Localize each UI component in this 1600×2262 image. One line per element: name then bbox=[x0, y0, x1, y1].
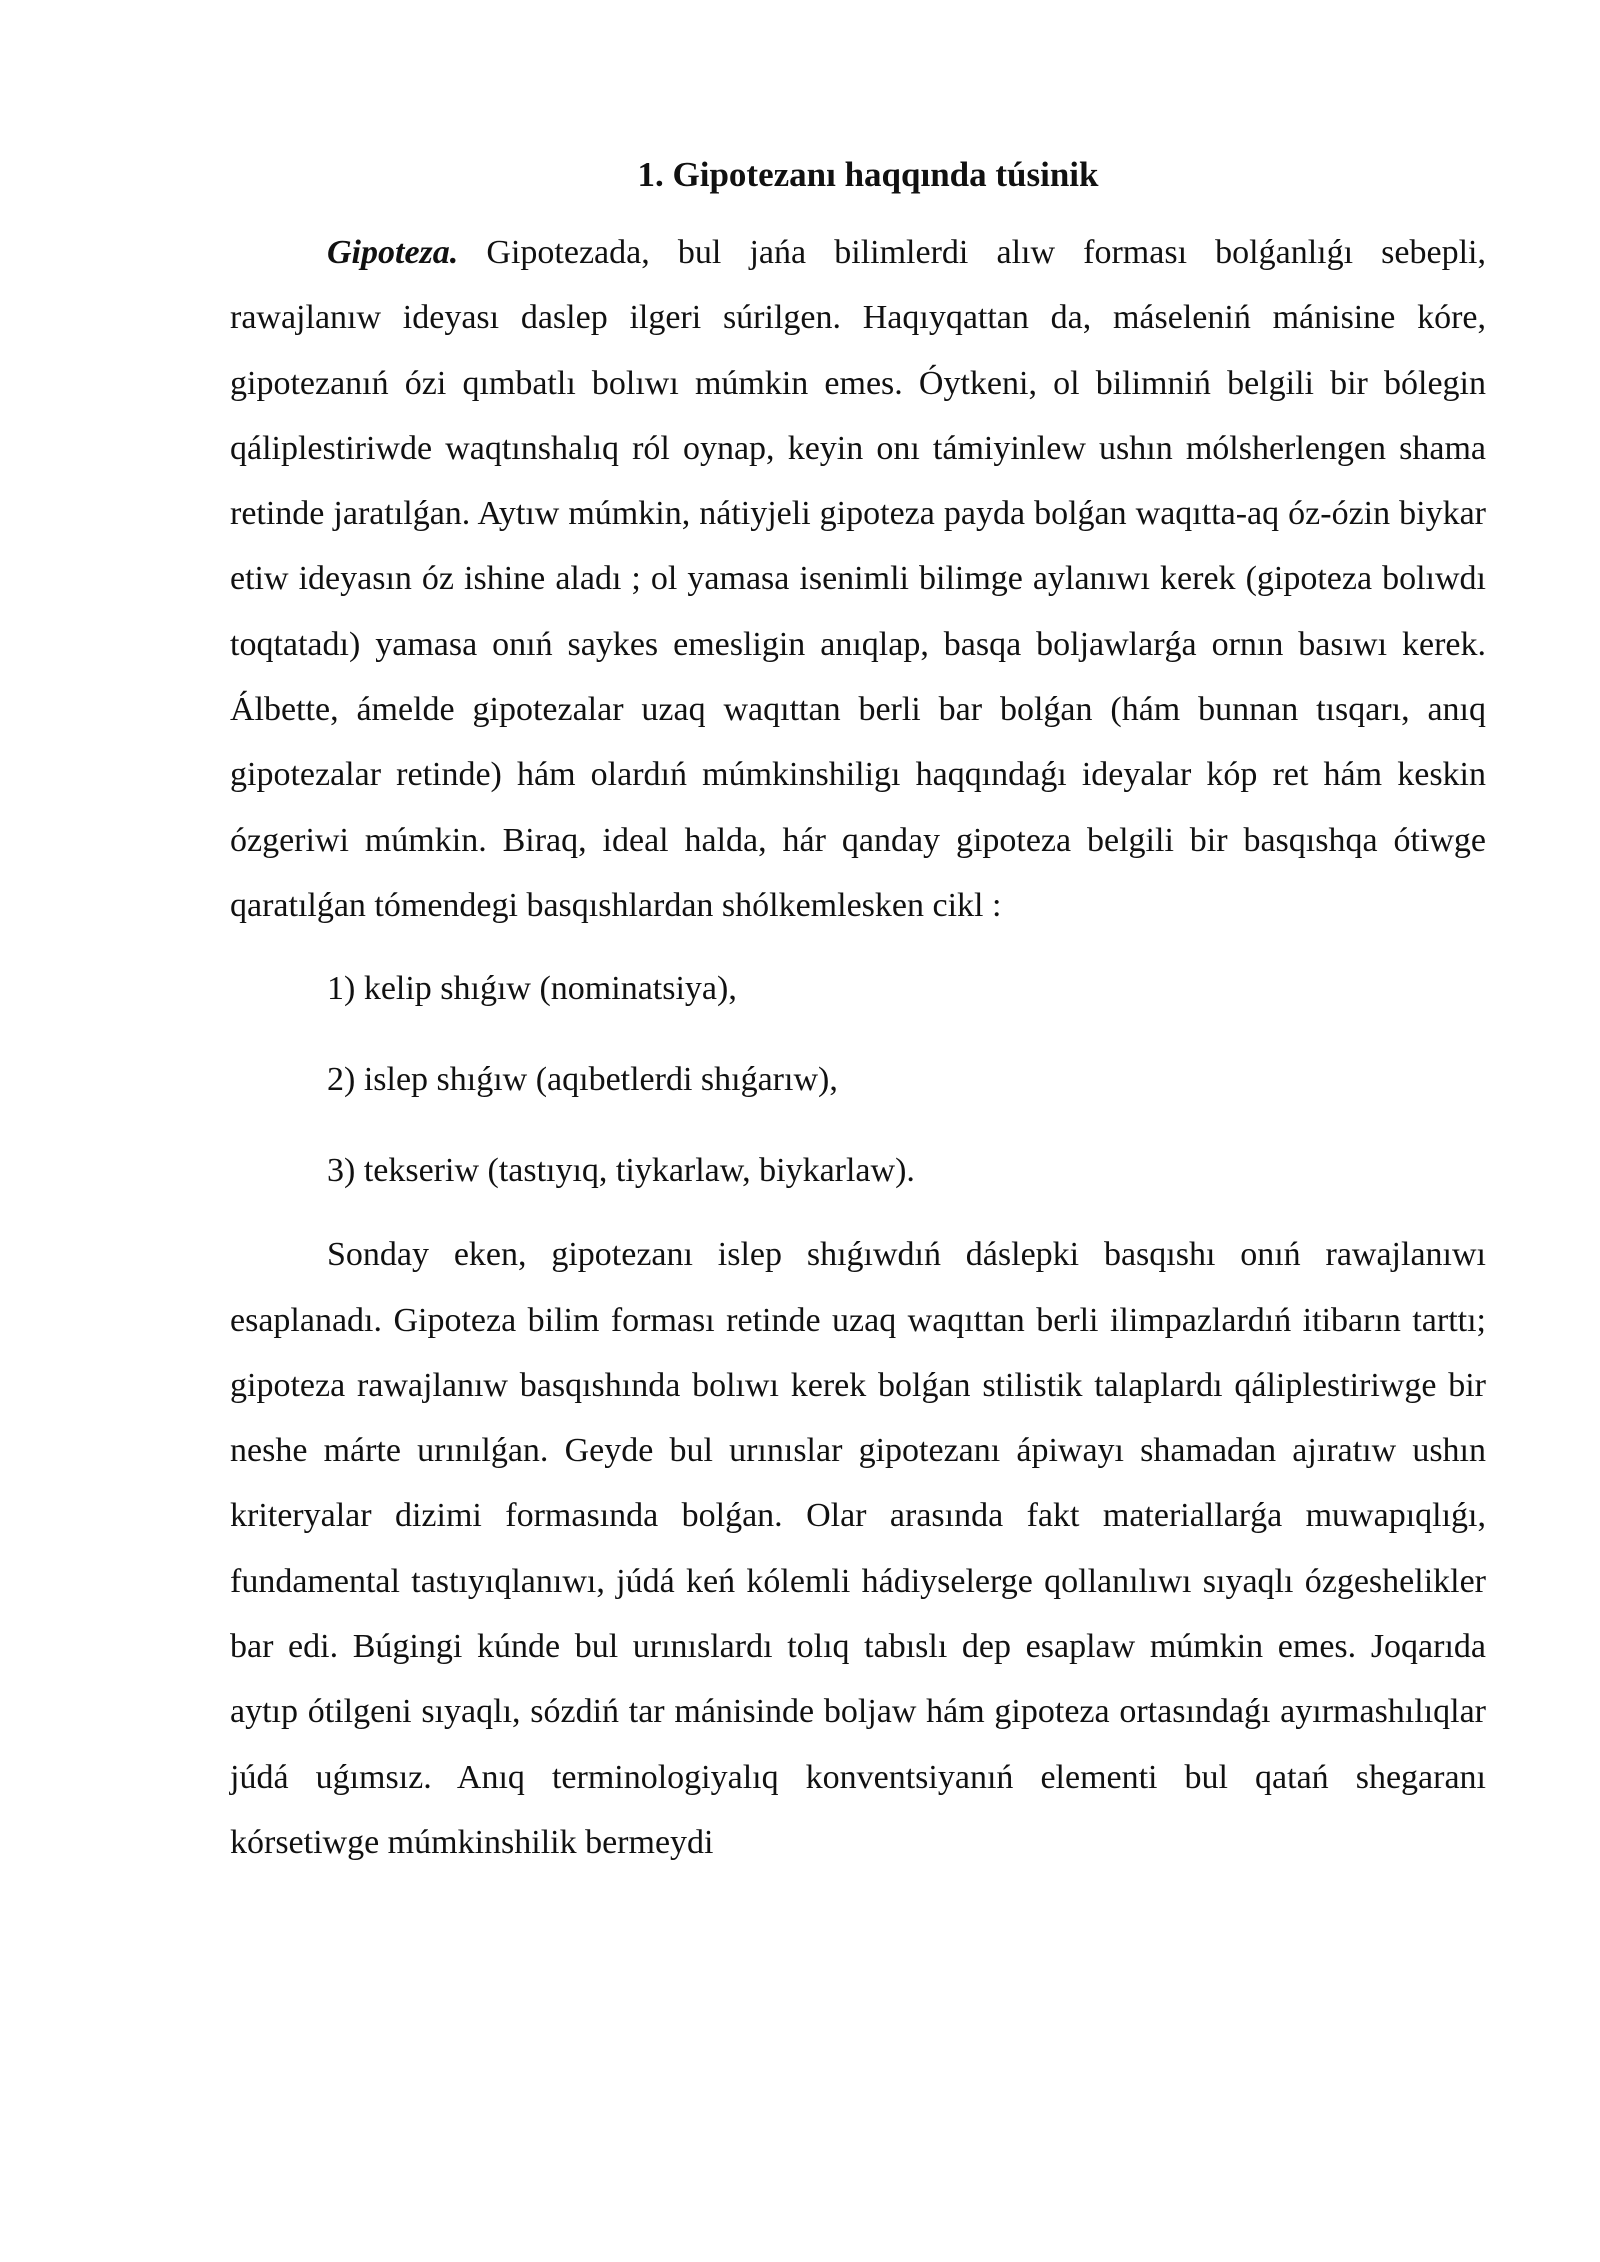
paragraph-intro bbox=[230, 220, 1486, 938]
list-item: 2) islep shıǵıw (aqıbetlerdi shıǵarıw), bbox=[327, 1061, 838, 1099]
document-page bbox=[230, 150, 1486, 1875]
term-lead: Gipoteza. bbox=[327, 234, 459, 271]
paragraph-body: Sonday eken, gipotezanı islep shıǵıwdıń dáslepki basqıshı onıń rawajlanıwı esaplanadı. Gipoteza bilim forması retinde uzaq waqıttan berli ilimpazlardıń itibarın tarttı; gipoteza rawajlanıw basqıshında bolıwı kerek bolǵan stilistik talaplardı qáliplestiriwge bir neshe márte urınılǵan. Geyde bul urınıslar gipotezanı ápiwayı shamadan ajıratıw ushın kriteryalar dizimi formasında bolǵan. Olar arasında fakt materiallarǵa muwapıqlıǵı, fundamental tastıyıqlanıwı, júdá keń kólemli hádiyselerge qollanılıwı sıyaqlı ózgeshelikler bar edi. Búgingi kúnde bul urınıslardı tolıq tabıslı dep esaplaw múmkin emes. Joqarıda aytıp ótilgeni sıyaqlı, sózdiń tar mánisinde boljaw hám gipoteza ortasındaǵı ayırmashılıqlar júdá uǵımsız. Anıq terminologiyalıq konventsiyanıń elementi bul qatań shegaranı kórsetiwge múmkinshilik bermeydi bbox=[230, 1236, 1486, 1861]
section-heading: 1. Gipotezanı haqqında túsinik bbox=[637, 155, 1099, 194]
stages-list bbox=[230, 964, 1486, 1196]
paragraph-intro-text: Gipotezada, bul jańa bilimlerdi alıw forması bolǵanlıǵı sebepli, rawajlanıw ideyası daslep ilgeri súrilgen. Haqıyqattan da, máseleniń mánisine kóre, gipotezanıń ózi qımbatlı bolıwı múmkin emes. Óytkeni, ol bilimniń belgili bir bólegin qáliplestiriwde waqtınshalıq ról oynap, keyin onı támiyinlew ushın mólsherlengen shama retinde jaratılǵan. Aytıw múmkin, nátiyjeli gipoteza payda bolǵan waqıtta-aq óz-ózin biykar etiw ideyasın óz ishine aladı ; ol yamasa isenimli bilimge aylanıwı kerek (gipoteza bolıwdı toqtatadı) yamasa onıń saykes emesligin anıqlap, basqa boljawlarǵa ornın basıwı kerek. Álbette, ámelde gipotezalar uzaq waqıttan berli bar bolǵan (hám bunnan tısqarı, anıq gipotezalar retinde) hám olardıń múmkinshiligı haqqındaǵı ideyalar kóp ret hám keskin ózgeriwi múmkin. Biraq, ideal halda, hár qanday gipoteza belgili bir basqıshqa ótiwge qaratılǵan tómendegi basqıshlardan shólkemlesken cikl : bbox=[230, 234, 1486, 924]
list-item: 3) tekseriw (tastıyıq, tiykarlaw, biykarlaw). bbox=[327, 1152, 915, 1190]
list-item: 1) kelip shıǵıw (nominatsiya), bbox=[327, 970, 737, 1008]
